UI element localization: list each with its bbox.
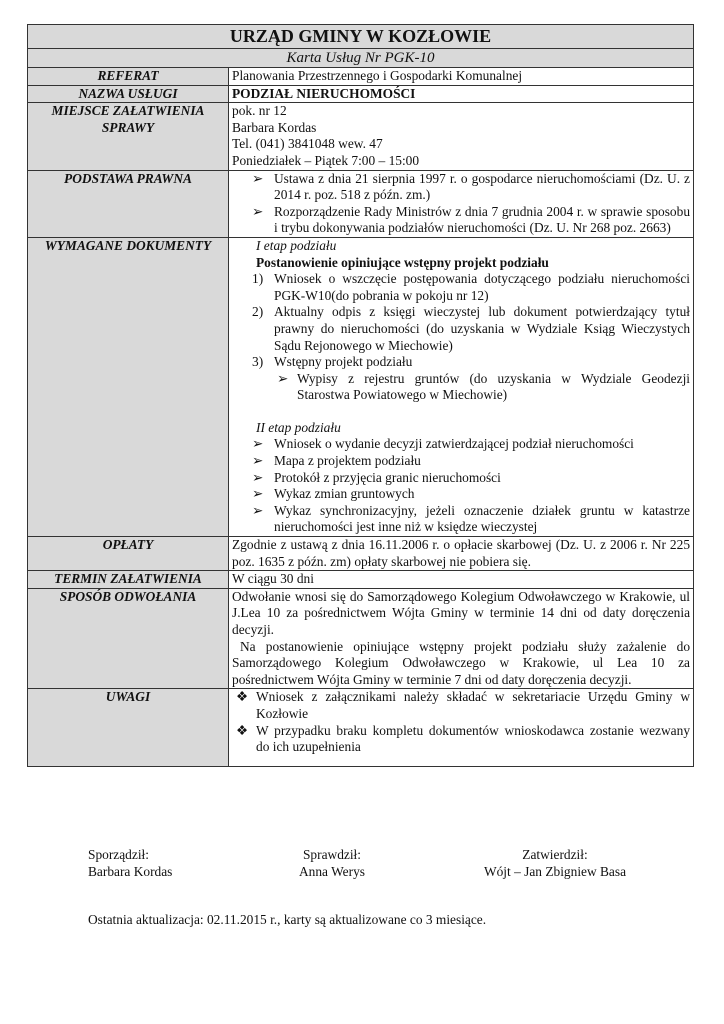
office-title: URZĄD GMINY W KOZŁOWIE: [28, 25, 694, 49]
row-appeal: [28, 588, 694, 689]
notes-value: [229, 689, 694, 766]
documents-value: [229, 237, 694, 536]
item-text: Wniosek o wydanie decyzji zatwierdzającej podział nieruchomości: [274, 436, 634, 452]
item-number: 2): [252, 304, 264, 320]
legal-basis-label: PODSTAWA PRAWNA: [28, 170, 229, 237]
legal-basis-value: [229, 170, 694, 237]
stage2-title: II etap podziału: [256, 419, 341, 435]
checked-by: [299, 846, 365, 880]
list-item: [232, 354, 690, 371]
list-item: [232, 204, 690, 237]
list-item: [232, 436, 690, 453]
row-legal-basis: [28, 170, 694, 237]
deadline-value: W ciągu 30 dni: [229, 571, 694, 589]
list-item: [232, 689, 690, 722]
approved-by: [480, 846, 630, 880]
documents-label: WYMAGANE DOKUMENTY: [28, 237, 229, 536]
arrow-bullet-icon: ➢: [277, 370, 289, 386]
checked-name: Anna Werys: [299, 864, 365, 879]
item-text: Wniosek o wszczęcie postępowania dotyczącego podziału nieruchomości PGK-W10(do pobrania w pokoju nr 12): [274, 271, 691, 303]
card-number: Karta Usług Nr PGK-10: [28, 49, 694, 68]
referat-value: Planowania Przestrzennego i Gospodarki Komunalnej: [229, 68, 694, 86]
item-text: Mapa z projektem podziału: [274, 453, 421, 469]
location-value: [229, 103, 694, 170]
referat-label: REFERAT: [28, 68, 229, 86]
list-item: [232, 503, 690, 536]
approved-label: Zatwierdził:: [522, 847, 588, 862]
prepared-name: Barbara Kordas: [88, 864, 173, 879]
legal-act-text: Rozporządzenie Rady Ministrów z dnia 7 grudnia 2004 r. w sprawie sposobu i trybu dokonywania podziałów nieruchomości (Dz. U. Nr 268 poz. 2663): [274, 203, 691, 236]
list-item: [232, 371, 690, 404]
appeal-paragraph: Na postanowienie opiniujące wstępny projekt podziału służy zażalenie do Samorządowego Kolegium Odwoławczego w Krakowie, ul Lea 10 za pośrednictwem Wójta Gminy w terminie 7 dni od daty doręczenia decyzji.: [232, 638, 691, 687]
service-card-table: [27, 24, 694, 767]
diamond-bullet-icon: ❖: [236, 722, 249, 738]
item-text: Protokół z przyjęcia granic nieruchomości: [274, 469, 501, 485]
item-text: Wstępny projekt podziału: [274, 354, 413, 370]
prepared-label: Sporządził:: [88, 847, 149, 862]
room-number: pok. nr 12: [232, 103, 287, 119]
item-number: 3): [252, 354, 264, 370]
prepared-by: [88, 846, 172, 880]
stage1-title: I etap podziału: [256, 237, 337, 253]
subtitle-row: [28, 49, 694, 68]
list-item: [232, 171, 690, 204]
appeal-paragraph: Odwołanie wnosi się do Samorządowego Kolegium Odwoławczego w Krakowie, ul J.Lea 10 za pośrednictwem Wójta Gminy w terminie 14 dni od daty doręczenia decyzji.: [232, 588, 691, 637]
legal-act-text: Ustawa z dnia 21 sierpnia 1997 r. o gospodarce nieruchomościami (Dz. U. z 2014 r. poz. 518 z późn. zm.): [274, 170, 691, 203]
arrow-bullet-icon: ➢: [252, 469, 264, 485]
arrow-bullet-icon: ➢: [252, 203, 264, 219]
service-name-value: PODZIAŁ NIERUCHOMOŚCI: [229, 85, 694, 103]
office-hours: Poniedziałek – Piątek 7:00 – 15:00: [232, 152, 420, 168]
row-fees: [28, 537, 694, 571]
row-location: [28, 103, 694, 170]
fees-value: Zgodnie z ustawą z dnia 16.11.2006 r. o opłacie skarbowej (Dz. U. z 2006 r. Nr 225 poz. 1635 z późn. zm) opłaty skarbowej nie pobiera się.: [229, 537, 694, 571]
item-text: Wypisy z rejestru gruntów (do uzyskania w Wydziale Geodezji Starostwa Powiatowego w Miechowie): [297, 370, 691, 403]
spacer: [232, 404, 690, 420]
stage1-heading: Postanowienie opiniujące wstępny projekt podziału: [256, 254, 549, 270]
service-name-label: NAZWA USŁUGI: [28, 85, 229, 103]
item-text: W przypadku braku kompletu dokumentów wnioskodawca zostanie wezwany do ich uzupełnienia: [256, 722, 691, 755]
row-referat: [28, 68, 694, 86]
item-number: 1): [252, 271, 264, 287]
arrow-bullet-icon: ➢: [252, 502, 264, 518]
arrow-bullet-icon: ➢: [252, 453, 264, 469]
fees-label: OPŁATY: [28, 537, 229, 571]
row-deadline: [28, 571, 694, 589]
list-item: [232, 470, 690, 487]
appeal-label: SPOSÓB ODWOŁANIA: [28, 588, 229, 689]
item-text: Wykaz zmian gruntowych: [274, 486, 415, 502]
row-service-name: [28, 85, 694, 103]
appeal-value: [229, 588, 694, 689]
list-item: [232, 723, 690, 756]
list-item: [232, 453, 690, 470]
list-item: [232, 271, 690, 304]
notes-label: UWAGI: [28, 689, 229, 766]
row-notes: [28, 689, 694, 766]
last-update-note: Ostatnia aktualizacja: 02.11.2015 r., karty są aktualizowane co 3 miesiące.: [88, 912, 487, 927]
item-text: Aktualny odpis z księgi wieczystej lub dokument potwierdzający tytuł prawny do nieruchomości (do uzyskania w Wydziale Ksiąg Wieczystych Sądu Rejonowego w Miechowie): [274, 304, 691, 353]
arrow-bullet-icon: ➢: [252, 486, 264, 502]
item-text: Wniosek z załącznikami należy składać w sekretariacie Urzędu Gminy w Kozłowie: [256, 689, 691, 721]
diamond-bullet-icon: ❖: [236, 689, 249, 705]
approved-name: Wójt – Jan Zbigniew Basa: [483, 864, 627, 879]
location-label: MIEJSCE ZAŁATWIENIA SPRAWY: [28, 103, 229, 170]
list-item: [232, 486, 690, 503]
deadline-label: TERMIN ZAŁATWIENIA: [28, 571, 229, 589]
checked-label: Sprawdził:: [302, 847, 361, 862]
arrow-bullet-icon: ➢: [252, 436, 264, 452]
list-item: [232, 304, 690, 354]
item-text: Wykaz synchronizacyjny, jeżeli oznaczenie działek gruntu w katastrze nieruchomości jest inne niż w księdze wieczystej: [274, 502, 691, 535]
contact-person: Barbara Kordas: [232, 119, 317, 135]
phone-number: Tel. (041) 3841048 wew. 47: [232, 136, 383, 152]
row-required-documents: [28, 237, 694, 536]
arrow-bullet-icon: ➢: [252, 170, 264, 186]
service-card: [27, 24, 693, 767]
title-row: [28, 25, 694, 49]
